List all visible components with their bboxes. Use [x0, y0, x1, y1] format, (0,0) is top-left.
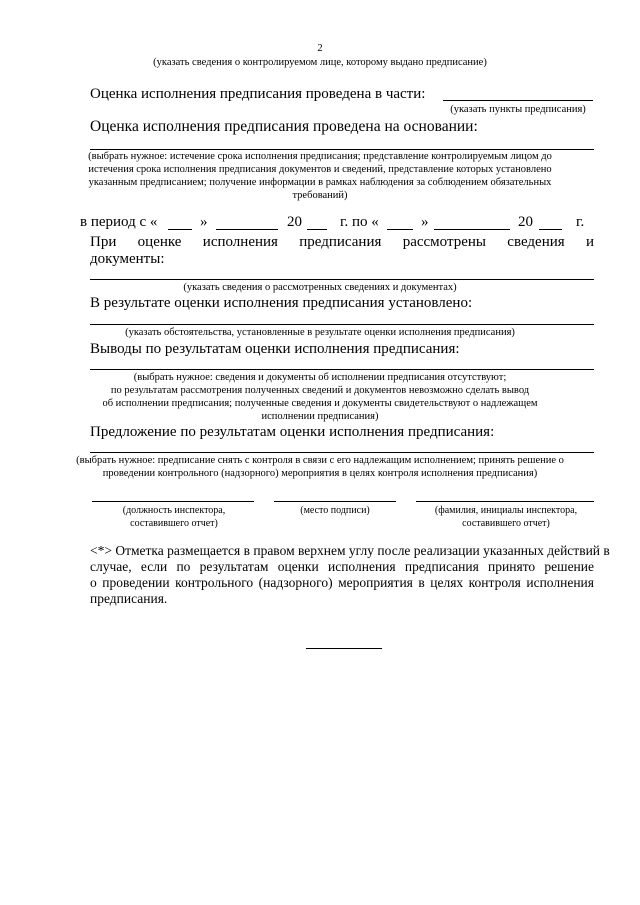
documents-considered-line [90, 279, 594, 280]
period-year-suffix-2: г. [576, 214, 585, 230]
footnote-line-4: предписания. [90, 591, 168, 606]
assessment-basis-caption-1: (выбрать нужное: истечение срока исполнения предписания; представление контролируемым лицом до [88, 151, 552, 162]
proposal-line [90, 452, 594, 453]
footnote-line-2: случае, если по результатам оценки исполнения предписания принято решение [90, 559, 594, 574]
inspector-name-line [416, 501, 594, 502]
conclusions-label: Выводы по результатам оценки исполнения предписания: [90, 341, 460, 357]
documents-considered-label: При оценке исполнения предписания рассмотрены сведения и [90, 234, 594, 250]
assessment-part-label: Оценка исполнения предписания проведена в части: [90, 86, 426, 102]
conclusions-line [90, 369, 594, 370]
assessment-basis-caption-4: требований) [292, 190, 348, 201]
period-year-prefix-2: 20 [518, 214, 533, 230]
assessment-part-caption: (указать пункты предписания) [450, 104, 586, 115]
period-quote-close-1: » [200, 214, 208, 230]
assessment-part-line [443, 100, 593, 101]
period-day-from-line [168, 229, 192, 230]
conclusions-caption-3: об исполнении предписания; полученные сведения и документы свидетельствуют о надлежащем [102, 398, 538, 409]
period-day-to-line [387, 229, 413, 230]
established-caption: (указать обстоятельства, установленные в результате оценки исполнения предписания) [125, 327, 515, 338]
proposal-label: Предложение по результатам оценки исполнения предписания: [90, 424, 495, 440]
closing-separator [306, 648, 382, 649]
inspector-position-line [92, 501, 254, 502]
proposal-caption-1: (выбрать нужное: предписание снять с контроля в связи с его надлежащим исполнением; принять решение о [76, 455, 564, 466]
assessment-basis-label: Оценка исполнения предписания проведена на основании: [90, 118, 478, 135]
period-month-to-line [434, 229, 510, 230]
inspector-position-caption: (должность инспектора, составившего отчет) [122, 505, 226, 529]
documents-considered-label-2: документы: [90, 251, 165, 267]
period-quote-close-2: » [421, 214, 429, 230]
signature-place-line [274, 501, 396, 502]
established-label: В результате оценки исполнения предписания установлено: [90, 295, 473, 311]
assessment-basis-caption-2: истечения срока исполнения предписания документов и сведений, представление которых установлено [88, 164, 552, 175]
signature-place-caption: (место подписи) [300, 505, 370, 516]
documents-considered-caption: (указать сведения о рассмотренных сведениях и документах) [183, 282, 457, 293]
controlled-person-caption: (указать сведения о контролируемом лице, которому выдано предписание) [153, 57, 487, 68]
period-month-from-line [216, 229, 278, 230]
conclusions-caption-1: (выбрать нужное: сведения и документы об исполнении предписания отсутствуют; [133, 372, 507, 383]
period-year-from-line [307, 229, 327, 230]
assessment-basis-caption-3: указанным предписанием; получение информации в рамках наблюдения за соблюдением обязательных [88, 177, 552, 188]
period-year-suffix-1: г. по « [340, 214, 379, 230]
footnote-line-3: о проведении контрольного (надзорного) мероприятия в целях контроля исполнения [90, 575, 594, 590]
conclusions-caption-2: по результатам рассмотрения полученных сведений и документов невозможно сделать вывод [110, 385, 530, 396]
inspector-name-caption: (фамилия, инициалы инспектора, составившего отчет) [434, 505, 578, 529]
period-year-prefix-1: 20 [287, 214, 302, 230]
footnote-line-1: <*> Отметка размещается в правом верхнем углу после реализации указанных действий в [90, 543, 610, 558]
established-line [90, 324, 594, 325]
period-year-to-line [539, 229, 562, 230]
page-number: 2 [317, 43, 323, 54]
period-prefix: в период с « [80, 214, 158, 230]
conclusions-caption-4: исполнении предписания) [261, 411, 379, 422]
proposal-caption-2: проведении контрольного (надзорного) мероприятия в целях контроля исполнения предписания) [102, 468, 538, 479]
